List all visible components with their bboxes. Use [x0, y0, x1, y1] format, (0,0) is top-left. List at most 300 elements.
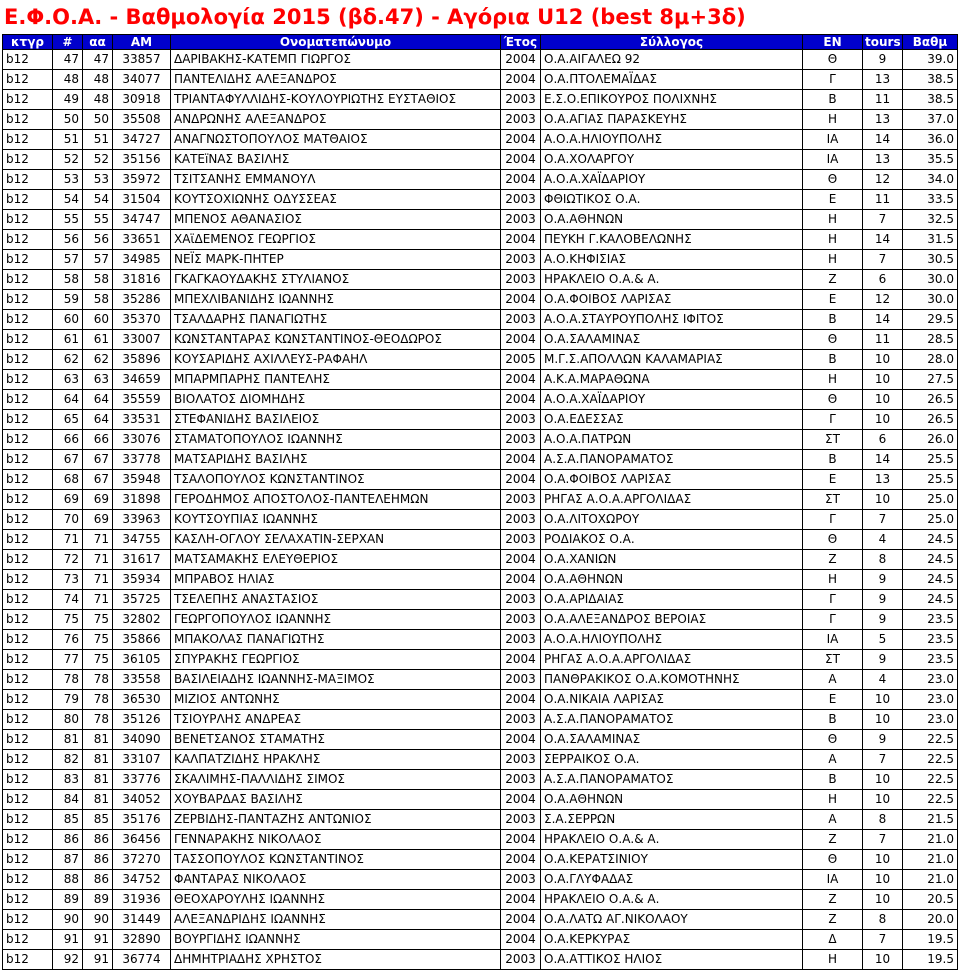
cell-rank: 79	[53, 690, 83, 710]
cell-club: Α.Ο.ΚΗΦΙΣΙΑΣ	[541, 250, 803, 270]
cell-category: b12	[3, 650, 53, 670]
cell-year: 2003	[501, 410, 541, 430]
cell-member-id: 33776	[113, 770, 171, 790]
cell-name: ΚΟΥΤΣΟΥΠΙΑΣ ΙΩΑΝΝΗΣ	[171, 510, 501, 530]
cell-club: Ο.Α.ΑΘΗΝΩΝ	[541, 570, 803, 590]
cell-member-id: 35866	[113, 630, 171, 650]
cell-points: 23.0	[903, 670, 958, 690]
cell-member-id: 36774	[113, 950, 171, 970]
cell-rank: 88	[53, 870, 83, 890]
cell-club: ΗΡΑΚΛΕΙΟ Ο.Α.& Α.	[541, 890, 803, 910]
cell-region: Β	[803, 710, 863, 730]
cell-points: 34.0	[903, 170, 958, 190]
cell-points: 30.5	[903, 250, 958, 270]
cell-rank: 92	[53, 950, 83, 970]
cell-points: 19.5	[903, 930, 958, 950]
cell-position: 85	[83, 810, 113, 830]
cell-name: ΒΕΝΕΤΣΑΝΟΣ ΣΤΑΜΑΤΗΣ	[171, 730, 501, 750]
cell-year: 2004	[501, 910, 541, 930]
cell-year: 2003	[501, 630, 541, 650]
cell-category: b12	[3, 150, 53, 170]
cell-member-id: 34659	[113, 370, 171, 390]
cell-member-id: 34052	[113, 790, 171, 810]
cell-member-id: 33857	[113, 50, 171, 70]
cell-name: ΧΟΥΒΑΡΔΑΣ ΒΑΣΙΛΗΣ	[171, 790, 501, 810]
cell-club: Ο.Α.ΓΛΥΦΑΔΑΣ	[541, 870, 803, 890]
cell-position: 89	[83, 890, 113, 910]
cell-name: ΑΝΔΡΩΝΗΣ ΑΛΕΞΑΝΔΡΟΣ	[171, 110, 501, 130]
cell-tours: 7	[863, 930, 903, 950]
cell-points: 26.0	[903, 430, 958, 450]
cell-region: Γ	[803, 610, 863, 630]
cell-region: Β	[803, 90, 863, 110]
cell-tours: 7	[863, 830, 903, 850]
table-row	[3, 870, 958, 890]
cell-year: 2004	[501, 930, 541, 950]
cell-region: Θ	[803, 170, 863, 190]
cell-category: b12	[3, 550, 53, 570]
table-row	[3, 130, 958, 150]
cell-category: b12	[3, 470, 53, 490]
cell-name: ΧΑϊΔΕΜΕΝΟΣ ΓΕΩΡΓΙΟΣ	[171, 230, 501, 250]
cell-region: Θ	[803, 850, 863, 870]
cell-year: 2004	[501, 290, 541, 310]
cell-year: 2004	[501, 550, 541, 570]
cell-tours: 5	[863, 630, 903, 650]
cell-rank: 81	[53, 730, 83, 750]
cell-year: 2004	[501, 370, 541, 390]
cell-club: Α.Ο.Α.ΧΑΪΔΑΡΙΟΥ	[541, 390, 803, 410]
cell-member-id: 31936	[113, 890, 171, 910]
cell-year: 2003	[501, 530, 541, 550]
cell-region: Ζ	[803, 910, 863, 930]
cell-position: 64	[83, 390, 113, 410]
cell-category: b12	[3, 570, 53, 590]
cell-points: 21.0	[903, 850, 958, 870]
cell-member-id: 35559	[113, 390, 171, 410]
cell-position: 81	[83, 790, 113, 810]
cell-category: b12	[3, 170, 53, 190]
cell-name: ΜΑΤΣΑΜΑΚΗΣ ΕΛΕΥΘΕΡΙΟΣ	[171, 550, 501, 570]
cell-category: b12	[3, 330, 53, 350]
cell-points: 29.5	[903, 310, 958, 330]
cell-tours: 6	[863, 270, 903, 290]
cell-club: ΠΑΝΘΡΑΚΙΚΟΣ Ο.Α.ΚΟΜΟΤΗΝΗΣ	[541, 670, 803, 690]
cell-tours: 10	[863, 350, 903, 370]
cell-position: 67	[83, 470, 113, 490]
cell-year: 2004	[501, 650, 541, 670]
cell-position: 69	[83, 490, 113, 510]
cell-name: ΑΝΑΓΝΩΣΤΟΠΟΥΛΟΣ ΜΑΤΘΑΙΟΣ	[171, 130, 501, 150]
cell-year: 2003	[501, 110, 541, 130]
table-row	[3, 570, 958, 590]
cell-name: ΔΗΜΗΤΡΙΑΔΗΣ ΧΡΗΣΤΟΣ	[171, 950, 501, 970]
cell-tours: 9	[863, 50, 903, 70]
table-row	[3, 550, 958, 570]
cell-region: Η	[803, 570, 863, 590]
cell-tours: 10	[863, 790, 903, 810]
cell-member-id: 34077	[113, 70, 171, 90]
cell-name: ΣΚΑΛΙΜΗΣ-ΠΑΛΛΙΔΗΣ ΣΙΜΟΣ	[171, 770, 501, 790]
cell-position: 61	[83, 330, 113, 350]
table-row	[3, 690, 958, 710]
cell-tours: 7	[863, 750, 903, 770]
cell-points: 24.5	[903, 590, 958, 610]
cell-name: ΜΠΡΑΒΟΣ ΗΛΙΑΣ	[171, 570, 501, 590]
cell-position: 56	[83, 230, 113, 250]
cell-tours: 7	[863, 250, 903, 270]
cell-position: 81	[83, 770, 113, 790]
cell-region: ΙΑ	[803, 150, 863, 170]
cell-year: 2005	[501, 350, 541, 370]
cell-rank: 73	[53, 570, 83, 590]
cell-tours: 10	[863, 490, 903, 510]
cell-name: ΤΡΙΑΝΤΑΦΥΛΛΙΔΗΣ-ΚΟΥΛΟΥΡΙΩΤΗΣ ΕΥΣΤΑΘΙΟΣ	[171, 90, 501, 110]
table-row	[3, 510, 958, 530]
cell-tours: 10	[863, 870, 903, 890]
cell-position: 75	[83, 630, 113, 650]
cell-club: Ο.Α.ΦΟΙΒΟΣ ΛΑΡΙΣΑΣ	[541, 470, 803, 490]
cell-name: ΓΕΝΝΑΡΑΚΗΣ ΝΙΚΟΛΑΟΣ	[171, 830, 501, 850]
cell-year: 2004	[501, 450, 541, 470]
cell-tours: 13	[863, 470, 903, 490]
cell-region: Α	[803, 810, 863, 830]
cell-category: b12	[3, 310, 53, 330]
cell-tours: 13	[863, 150, 903, 170]
cell-name: ΜΠΕΧΛΙΒΑΝΙΔΗΣ ΙΩΑΝΝΗΣ	[171, 290, 501, 310]
cell-member-id: 35176	[113, 810, 171, 830]
cell-rank: 51	[53, 130, 83, 150]
cell-points: 22.5	[903, 770, 958, 790]
cell-points: 20.0	[903, 910, 958, 930]
cell-name: ΤΣΑΛΟΠΟΥΛΟΣ ΚΩΝΣΤΑΝΤΙΝΟΣ	[171, 470, 501, 490]
cell-position: 57	[83, 250, 113, 270]
cell-points: 35.5	[903, 150, 958, 170]
cell-year: 2003	[501, 510, 541, 530]
cell-name: ΠΑΝΤΕΛΙΔΗΣ ΑΛΕΞΑΝΔΡΟΣ	[171, 70, 501, 90]
table-row	[3, 210, 958, 230]
cell-club: ΡΗΓΑΣ Α.Ο.Α.ΑΡΓΟΛΙΔΑΣ	[541, 490, 803, 510]
cell-rank: 85	[53, 810, 83, 830]
table-row	[3, 230, 958, 250]
cell-category: b12	[3, 610, 53, 630]
cell-region: Ζ	[803, 830, 863, 850]
cell-club: Ο.Α.ΑΓΙΑΣ ΠΑΡΑΣΚΕΥΗΣ	[541, 110, 803, 130]
cell-region: Θ	[803, 730, 863, 750]
col-header-position: αα	[83, 35, 113, 50]
cell-region: ΣΤ	[803, 650, 863, 670]
cell-category: b12	[3, 210, 53, 230]
table-row	[3, 470, 958, 490]
cell-position: 71	[83, 590, 113, 610]
cell-name: ΜΠΑΚΟΛΑΣ ΠΑΝΑΓΙΩΤΗΣ	[171, 630, 501, 650]
cell-name: ΤΣΑΛΔΑΡΗΣ ΠΑΝΑΓΙΩΤΗΣ	[171, 310, 501, 330]
table-row	[3, 330, 958, 350]
cell-category: b12	[3, 670, 53, 690]
cell-name: ΒΟΥΡΓΙΔΗΣ ΙΩΑΝΝΗΣ	[171, 930, 501, 950]
cell-tours: 13	[863, 70, 903, 90]
cell-year: 2003	[501, 270, 541, 290]
cell-points: 25.0	[903, 510, 958, 530]
cell-name: ΓΕΡΟΔΗΜΟΣ ΑΠΟΣΤΟΛΟΣ-ΠΑΝΤΕΛΕΗΜΩΝ	[171, 490, 501, 510]
cell-region: ΙΑ	[803, 130, 863, 150]
cell-region: ΣΤ	[803, 430, 863, 450]
cell-points: 23.0	[903, 710, 958, 730]
cell-position: 86	[83, 830, 113, 850]
cell-position: 69	[83, 510, 113, 530]
cell-tours: 10	[863, 690, 903, 710]
cell-category: b12	[3, 790, 53, 810]
cell-club: Ο.Α.ΑΘΗΝΩΝ	[541, 210, 803, 230]
table-row	[3, 950, 958, 970]
table-row	[3, 670, 958, 690]
cell-region: Θ	[803, 530, 863, 550]
cell-member-id: 32890	[113, 930, 171, 950]
cell-position: 66	[83, 430, 113, 450]
cell-year: 2003	[501, 710, 541, 730]
cell-position: 86	[83, 850, 113, 870]
cell-tours: 11	[863, 190, 903, 210]
cell-name: ΝΕΪΣ ΜΑΡΚ-ΠΗΤΕΡ	[171, 250, 501, 270]
cell-member-id: 35156	[113, 150, 171, 170]
col-header-points: Βαθμ	[903, 35, 958, 50]
col-header-club: Σύλλογος	[541, 35, 803, 50]
table-body	[3, 50, 958, 970]
cell-tours: 9	[863, 650, 903, 670]
cell-region: Ε	[803, 290, 863, 310]
table-row	[3, 370, 958, 390]
cell-year: 2003	[501, 750, 541, 770]
cell-club: Ο.Α.ΕΔΕΣΣΑΣ	[541, 410, 803, 430]
cell-member-id: 33963	[113, 510, 171, 530]
cell-member-id: 34755	[113, 530, 171, 550]
col-header-category: κτγρ	[3, 35, 53, 50]
cell-name: ΚΟΥΣΑΡΙΔΗΣ ΑΧΙΛΛΕΥΣ-ΡΑΦΑΗΛ	[171, 350, 501, 370]
cell-year: 2003	[501, 670, 541, 690]
cell-year: 2003	[501, 430, 541, 450]
cell-name: ΚΩΝΣΤΑΝΤΑΡΑΣ ΚΩΝΣΤΑΝΤΙΝΟΣ-ΘΕΟΔΩΡΟΣ	[171, 330, 501, 350]
cell-points: 21.0	[903, 870, 958, 890]
col-header-region: EN	[803, 35, 863, 50]
cell-year: 2004	[501, 470, 541, 490]
cell-category: b12	[3, 450, 53, 470]
cell-region: Ε	[803, 190, 863, 210]
cell-club: Ο.Α.ΛΙΤΟΧΩΡΟΥ	[541, 510, 803, 530]
cell-category: b12	[3, 90, 53, 110]
cell-region: Γ	[803, 510, 863, 530]
cell-region: Θ	[803, 330, 863, 350]
cell-club: Μ.Γ.Σ.ΑΠΟΛΛΩΝ ΚΑΛΑΜΑΡΙΑΣ	[541, 350, 803, 370]
cell-rank: 63	[53, 370, 83, 390]
cell-tours: 14	[863, 130, 903, 150]
cell-club: Α.Κ.Α.ΜΑΡΑΘΩΝΑ	[541, 370, 803, 390]
table-row	[3, 930, 958, 950]
cell-member-id: 35948	[113, 470, 171, 490]
table-row	[3, 430, 958, 450]
cell-region: Θ	[803, 390, 863, 410]
cell-category: b12	[3, 730, 53, 750]
cell-points: 25.0	[903, 490, 958, 510]
cell-category: b12	[3, 190, 53, 210]
cell-position: 71	[83, 570, 113, 590]
cell-club: ΣΕΡΡΑΙΚΟΣ Ο.Α.	[541, 750, 803, 770]
cell-year: 2004	[501, 150, 541, 170]
cell-category: b12	[3, 410, 53, 430]
cell-name: ΖΕΡΒΙΔΗΣ-ΠΑΝΤΑΖΗΣ ΑΝΤΩΝΙΟΣ	[171, 810, 501, 830]
cell-rank: 91	[53, 930, 83, 950]
cell-tours: 10	[863, 370, 903, 390]
cell-rank: 72	[53, 550, 83, 570]
cell-rank: 80	[53, 710, 83, 730]
table-row	[3, 70, 958, 90]
cell-club: Α.Ο.Α.ΠΑΤΡΩΝ	[541, 430, 803, 450]
cell-points: 27.5	[903, 370, 958, 390]
cell-rank: 59	[53, 290, 83, 310]
cell-points: 33.5	[903, 190, 958, 210]
cell-club: Ο.Α.ΧΟΛΑΡΓΟΥ	[541, 150, 803, 170]
cell-tours: 11	[863, 90, 903, 110]
cell-category: b12	[3, 830, 53, 850]
cell-points: 21.5	[903, 810, 958, 830]
cell-category: b12	[3, 850, 53, 870]
cell-member-id: 31898	[113, 490, 171, 510]
cell-rank: 61	[53, 330, 83, 350]
cell-club: ΡΗΓΑΣ Α.Ο.Α.ΑΡΓΟΛΙΔΑΣ	[541, 650, 803, 670]
cell-name: ΜΙΖΙΟΣ ΑΝΤΩΝΗΣ	[171, 690, 501, 710]
cell-member-id: 36456	[113, 830, 171, 850]
cell-points: 37.0	[903, 110, 958, 130]
cell-tours: 12	[863, 170, 903, 190]
cell-category: b12	[3, 270, 53, 290]
cell-club: ΗΡΑΚΛΕΙΟ Ο.Α.& Α.	[541, 830, 803, 850]
cell-position: 86	[83, 870, 113, 890]
cell-category: b12	[3, 770, 53, 790]
cell-category: b12	[3, 890, 53, 910]
cell-category: b12	[3, 250, 53, 270]
cell-tours: 9	[863, 730, 903, 750]
cell-tours: 10	[863, 410, 903, 430]
cell-year: 2004	[501, 890, 541, 910]
cell-points: 36.0	[903, 130, 958, 150]
cell-name: ΤΣΙΟΥΡΛΗΣ ΑΝΔΡΕΑΣ	[171, 710, 501, 730]
cell-year: 2004	[501, 330, 541, 350]
col-header-member-id: ΑΜ	[113, 35, 171, 50]
cell-year: 2004	[501, 730, 541, 750]
cell-year: 2003	[501, 90, 541, 110]
cell-points: 22.5	[903, 730, 958, 750]
cell-position: 75	[83, 610, 113, 630]
cell-category: b12	[3, 750, 53, 770]
table-row	[3, 170, 958, 190]
cell-region: ΙΑ	[803, 630, 863, 650]
cell-tours: 10	[863, 890, 903, 910]
cell-club: Α.Σ.Α.ΠΑΝΟΡΑΜΑΤΟΣ	[541, 770, 803, 790]
cell-club: ΦΘΙΩΤΙΚΟΣ Ο.Α.	[541, 190, 803, 210]
cell-points: 39.0	[903, 50, 958, 70]
cell-region: Β	[803, 350, 863, 370]
cell-category: b12	[3, 490, 53, 510]
cell-position: 64	[83, 410, 113, 430]
cell-category: b12	[3, 290, 53, 310]
cell-year: 2004	[501, 790, 541, 810]
table-row	[3, 910, 958, 930]
cell-region: Ε	[803, 690, 863, 710]
cell-region: Ζ	[803, 270, 863, 290]
cell-tours: 6	[863, 430, 903, 450]
cell-rank: 54	[53, 190, 83, 210]
cell-region: Ζ	[803, 890, 863, 910]
cell-points: 21.0	[903, 830, 958, 850]
cell-region: Β	[803, 770, 863, 790]
cell-year: 2004	[501, 690, 541, 710]
cell-points: 19.5	[903, 950, 958, 970]
cell-category: b12	[3, 810, 53, 830]
cell-region: Η	[803, 950, 863, 970]
cell-tours: 9	[863, 590, 903, 610]
cell-points: 28.0	[903, 350, 958, 370]
cell-name: ΒΑΣΙΛΕΙΑΔΗΣ ΙΩΑΝΝΗΣ-ΜΑΞΙΜΟΣ	[171, 670, 501, 690]
cell-points: 24.5	[903, 570, 958, 590]
cell-member-id: 34752	[113, 870, 171, 890]
cell-tours: 10	[863, 390, 903, 410]
cell-region: Ζ	[803, 550, 863, 570]
col-header-name: Ονοματεπώνυμο	[171, 35, 501, 50]
cell-rank: 69	[53, 490, 83, 510]
cell-position: 90	[83, 910, 113, 930]
cell-member-id: 35896	[113, 350, 171, 370]
table-row	[3, 450, 958, 470]
cell-region: ΙΑ	[803, 870, 863, 890]
cell-rank: 47	[53, 50, 83, 70]
col-header-rank: #	[53, 35, 83, 50]
cell-club: Α.Ο.Α.ΗΛΙΟΥΠΟΛΗΣ	[541, 630, 803, 650]
table-row	[3, 650, 958, 670]
cell-year: 2003	[501, 250, 541, 270]
cell-member-id: 34747	[113, 210, 171, 230]
cell-year: 2004	[501, 830, 541, 850]
cell-club: Α.Σ.Α.ΠΑΝΟΡΑΜΑΤΟΣ	[541, 450, 803, 470]
cell-name: ΤΑΣΣΟΠΟΥΛΟΣ ΚΩΝΣΤΑΝΤΙΝΟΣ	[171, 850, 501, 870]
cell-position: 71	[83, 550, 113, 570]
cell-points: 24.5	[903, 550, 958, 570]
cell-year: 2003	[501, 950, 541, 970]
cell-category: b12	[3, 590, 53, 610]
cell-position: 71	[83, 530, 113, 550]
cell-points: 25.5	[903, 450, 958, 470]
cell-member-id: 31504	[113, 190, 171, 210]
cell-year: 2004	[501, 50, 541, 70]
cell-club: Ο.Α.ΑΤΤΙΚΟΣ ΗΛΙΟΣ	[541, 950, 803, 970]
table-row	[3, 630, 958, 650]
cell-member-id: 33778	[113, 450, 171, 470]
cell-rank: 89	[53, 890, 83, 910]
cell-category: b12	[3, 930, 53, 950]
table-row	[3, 530, 958, 550]
cell-tours: 10	[863, 770, 903, 790]
table-row	[3, 610, 958, 630]
cell-name: ΜΠΕΝΟΣ ΑΘΑΝΑΣΙΟΣ	[171, 210, 501, 230]
cell-category: b12	[3, 350, 53, 370]
cell-position: 54	[83, 190, 113, 210]
cell-category: b12	[3, 110, 53, 130]
cell-member-id: 35126	[113, 710, 171, 730]
cell-position: 50	[83, 110, 113, 130]
cell-tours: 8	[863, 810, 903, 830]
cell-position: 58	[83, 290, 113, 310]
cell-region: Β	[803, 450, 863, 470]
cell-region: Β	[803, 310, 863, 330]
cell-position: 51	[83, 130, 113, 150]
